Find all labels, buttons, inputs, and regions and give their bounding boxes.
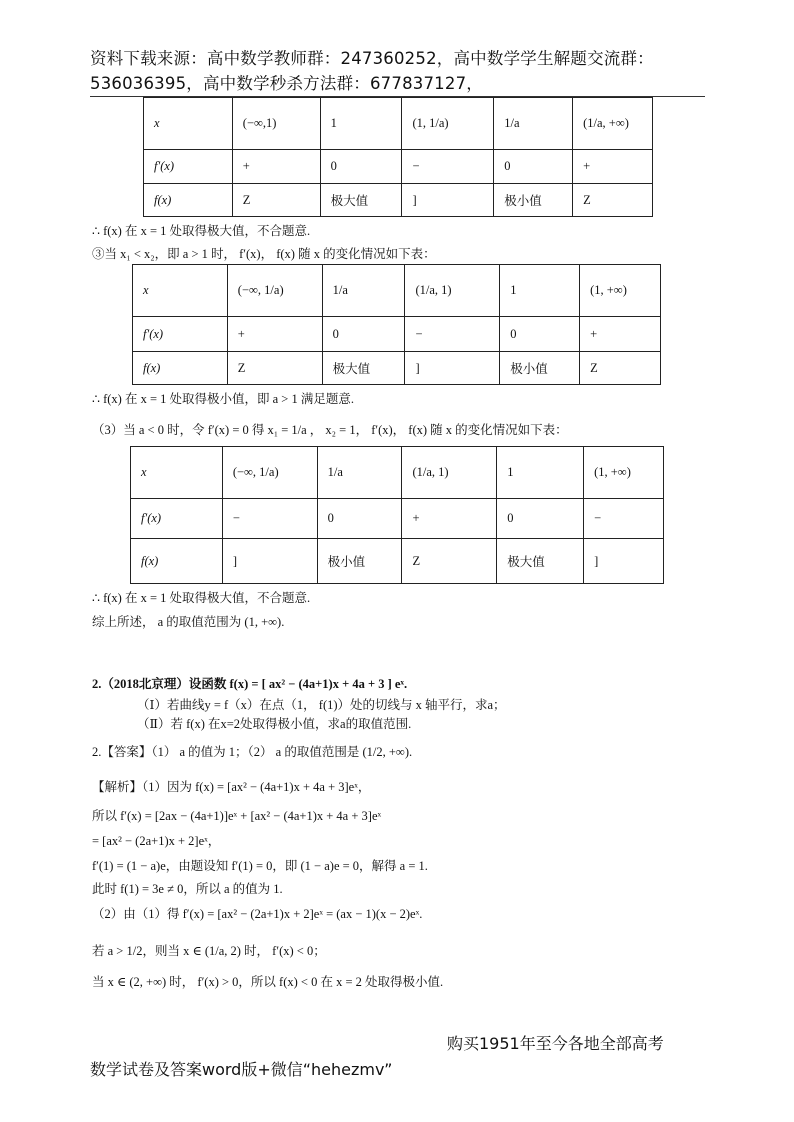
solution-line: （2）由（1）得 f′(x) = [ax² − (2a+1)x + 2]eˣ = (ax − 1)(x − 2)eˣ.: [92, 907, 423, 921]
table-cell: 1: [497, 447, 584, 499]
table-row: [144, 98, 653, 150]
header-line-2: 536036395，高中数学秒杀方法群：677837127，: [90, 74, 483, 93]
table-cell: 0: [322, 317, 405, 352]
variation-table-1: [143, 97, 653, 217]
table-cell: (−∞, 1/a): [222, 447, 317, 499]
table-cell: 极小值: [317, 539, 402, 584]
row-label: x: [144, 98, 233, 150]
solution-line: 所以 f′(x) = [2ax − (4a+1)]eˣ + [ax² − (4a+1)x + 4a + 3]eˣ: [92, 809, 382, 823]
solution-line: = [ax² − (2a+1)x + 2]eˣ，: [92, 834, 221, 848]
solution-line: 若 a > 1/2，则当 x ∈ (1/a, 2) 时， f′(x) < 0；: [92, 944, 326, 958]
footer-line-2: 数学试卷及答案word版+微信“hehezmv”: [90, 1060, 393, 1079]
table-row: [131, 447, 664, 499]
table-cell: 1/a: [317, 447, 402, 499]
table-cell: −: [402, 150, 494, 184]
variation-table-2: [132, 264, 661, 385]
table-row: [133, 352, 661, 385]
table-cell: 0: [497, 499, 584, 539]
conclusion-2: ∴ f(x) 在 x = 1 处取得极小值，即 a > 1 满足题意.: [92, 392, 354, 406]
table-cell: 极大值: [497, 539, 584, 584]
table-cell: ]: [584, 539, 664, 584]
solution-line: 此时 f(1) = 3e ≠ 0，所以 a 的值为 1.: [92, 882, 283, 896]
table-cell: (−∞, 1/a): [227, 265, 322, 317]
row-label: f′(x): [131, 499, 223, 539]
table-cell: 极大值: [320, 184, 402, 217]
table-cell: −: [405, 317, 500, 352]
row-label: x: [131, 447, 223, 499]
table-cell: 1: [500, 265, 580, 317]
page-header: [90, 46, 710, 96]
table-cell: 0: [320, 150, 402, 184]
table-row: [131, 539, 664, 584]
table-cell: (1/a, 1): [405, 265, 500, 317]
table-cell: (1, 1/a): [402, 98, 494, 150]
table-cell: +: [573, 150, 653, 184]
table-row: [144, 150, 653, 184]
conclusion-3: ∴ f(x) 在 x = 1 处取得极大值，不合题意.: [92, 591, 311, 605]
table-cell: 0: [317, 499, 402, 539]
table-row: [144, 184, 653, 217]
table-cell: +: [580, 317, 661, 352]
table-cell: (1/a, 1): [402, 447, 497, 499]
row-label: f(x): [133, 352, 228, 385]
table-cell: ]: [405, 352, 500, 385]
table-cell: ]: [222, 539, 317, 584]
part-3-intro: （3）当 a < 0 时，令 f′(x) = 0 得 x₁ = 1/a ， x₂ = 1， f′(x)， f(x) 随 x 的变化情况如下表：: [92, 423, 568, 437]
table-cell: 极小值: [500, 352, 580, 385]
table-cell: ]: [402, 184, 494, 217]
row-label: x: [133, 265, 228, 317]
table-cell: Z: [402, 539, 497, 584]
header-line-1: 资料下载来源：高中数学教师群：247360252，高中数学学生解题交流群：: [90, 49, 654, 68]
solution-line: 【解析】（1）因为 f(x) = [ax² − (4a+1)x + 4a + 3]eˣ，: [92, 780, 371, 794]
table-cell: (1, +∞): [584, 447, 664, 499]
answer-line: 2.【答案】（1） a 的值为 1；（2） a 的取值范围是 (1/2, +∞).: [92, 745, 413, 759]
table-cell: (1/a, +∞): [573, 98, 653, 150]
problem-2-part-2: （Ⅱ）若 f(x) 在x=2处取得极小值，求a的取值范围.: [137, 717, 412, 731]
table-cell: +: [227, 317, 322, 352]
table-cell: Z: [227, 352, 322, 385]
table-cell: 0: [500, 317, 580, 352]
table-row: [131, 499, 664, 539]
conclusion-1: ∴ f(x) 在 x = 1 处取得极大值，不合题意.: [92, 224, 311, 238]
table-cell: 1/a: [494, 98, 573, 150]
table-row: [133, 317, 661, 352]
solution-line: 当 x ∈ (2, +∞) 时， f′(x) > 0，所以 f(x) < 0 在 x = 2 处取得极小值.: [92, 975, 444, 989]
row-label: f(x): [144, 184, 233, 217]
row-label: f(x): [131, 539, 223, 584]
table-cell: 0: [494, 150, 573, 184]
table-cell: 极小值: [494, 184, 573, 217]
table-row: [133, 265, 661, 317]
problem-2-part-1: （Ⅰ）若曲线y = f（x）在点（1， f(1)）处的切线与 x 轴平行，求a；: [137, 698, 506, 712]
table-cell: (1, +∞): [580, 265, 661, 317]
table-cell: Z: [573, 184, 653, 217]
table-cell: Z: [580, 352, 661, 385]
variation-table-3: [130, 446, 664, 584]
table-cell: 1: [320, 98, 402, 150]
table-cell: +: [402, 499, 497, 539]
summary: 综上所述， a 的取值范围为 (1, +∞).: [92, 615, 285, 629]
table-cell: 极大值: [322, 352, 405, 385]
case-3-intro: ③当 x₁ < x₂，即 a > 1 时， f′(x)， f(x) 随 x 的变化情况如下表：: [92, 247, 436, 261]
table-cell: (−∞,1): [232, 98, 320, 150]
table-cell: −: [584, 499, 664, 539]
table-cell: −: [222, 499, 317, 539]
table-cell: 1/a: [322, 265, 405, 317]
table-cell: Z: [232, 184, 320, 217]
solution-line: f′(1) = (1 − a)e，由题设知 f′(1) = 0，即 (1 − a)e = 0，解得 a = 1.: [92, 859, 428, 873]
row-label: f′(x): [144, 150, 233, 184]
row-label: f′(x): [133, 317, 228, 352]
footer-line-1: 购买1951年至今各地全部高考: [447, 1034, 664, 1053]
table-cell: +: [232, 150, 320, 184]
problem-2-title: 2.（2018北京理）设函数 f(x) = [ ax² − (4a+1)x + 4a + 3 ] eˣ.: [92, 677, 408, 691]
